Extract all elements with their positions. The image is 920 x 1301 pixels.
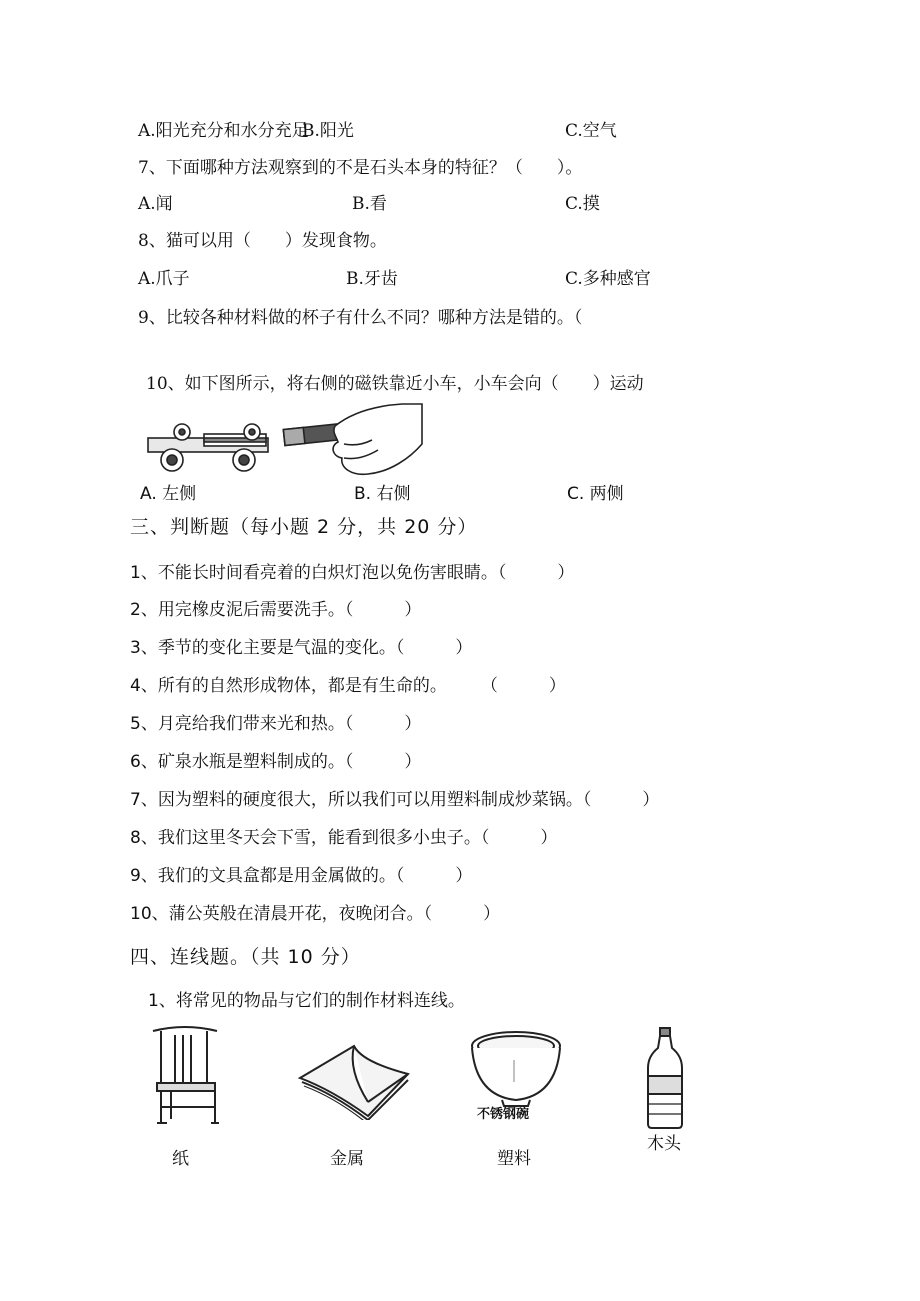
q8-option-c: C.多种感官 <box>565 269 651 289</box>
book-icon <box>296 1040 412 1120</box>
material-label-paper: 纸 <box>172 1149 189 1169</box>
material-label-metal: 金属 <box>330 1149 364 1169</box>
tf-item: 6、矿泉水瓶是塑料制成的。（ ） <box>130 752 422 772</box>
q7-option-b: B.看 <box>352 194 387 214</box>
q10-option-c: C. 两侧 <box>567 484 624 504</box>
magnet-car-figure <box>140 400 440 482</box>
q10-option-a: A. 左侧 <box>140 484 197 504</box>
hand-with-magnet-icon <box>283 404 422 474</box>
q10-stem: 10、如下图所示，将右侧的磁铁靠近小车，小车会向（ ）运动 <box>146 374 644 394</box>
q7-stem: 7、下面哪种方法观察到的不是石头本身的特征？（ ）。 <box>138 158 583 178</box>
tf-item: 4、所有的自然形成物体，都是有生命的。 （ ） <box>130 676 566 696</box>
q8-option-a: A.爪子 <box>138 269 190 289</box>
q7-option-a: A.闻 <box>138 194 173 214</box>
section-3-title: 三、判断题（每小题 2 分，共 20 分） <box>130 516 478 538</box>
bottle-icon <box>644 1026 686 1130</box>
tf-item: 10、蒲公英般在清晨开花，夜晚闭合。（ ） <box>130 904 501 924</box>
q8-option-b: B.牙齿 <box>346 269 398 289</box>
q10-option-b: B. 右侧 <box>354 484 411 504</box>
q8-stem: 8、猫可以用（ ）发现食物。 <box>138 231 387 251</box>
q6-option-b: B.阳光 <box>302 121 354 141</box>
tf-item: 2、用完橡皮泥后需要洗手。（ ） <box>130 600 422 620</box>
tf-item: 9、我们的文具盒都是用金属做的。（ ） <box>130 866 473 886</box>
chair-icon <box>145 1025 225 1125</box>
q6-option-c: C.空气 <box>565 121 617 141</box>
toy-car-icon <box>148 424 268 471</box>
material-label-wood: 木头 <box>647 1134 681 1154</box>
bowl-caption: 不锈钢碗 <box>477 1107 530 1122</box>
tf-item: 1、不能长时间看亮着的白炽灯泡以免伤害眼睛。（ ） <box>130 563 575 583</box>
tf-item: 7、因为塑料的硬度很大，所以我们可以用塑料制成炒菜锅。（ ） <box>130 790 660 810</box>
section-4-title: 四、连线题。（共 10 分） <box>130 946 361 968</box>
material-label-plastic: 塑料 <box>497 1149 531 1169</box>
tf-item: 5、月亮给我们带来光和热。（ ） <box>130 714 422 734</box>
matching-instruction: 1、将常见的物品与它们的制作材料连线。 <box>148 991 465 1011</box>
tf-item: 8、我们这里冬天会下雪，能看到很多小虫子。（ ） <box>130 828 558 848</box>
q6-option-a: A.阳光充分和水分充足 <box>138 121 309 141</box>
q9-stem: 9、比较各种材料做的杯子有什么不同？哪种方法是错的。（ <box>138 308 583 328</box>
tf-item: 3、季节的变化主要是气温的变化。（ ） <box>130 638 473 658</box>
q7-option-c: C.摸 <box>565 194 600 214</box>
